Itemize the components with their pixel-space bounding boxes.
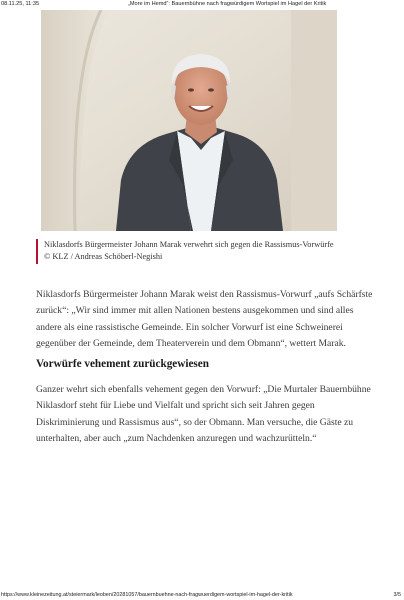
photo-caption <box>36 239 374 264</box>
article-photo <box>41 10 337 231</box>
caption-credit: © KLZ / Andreas Schöberl-Negishi <box>44 252 163 262</box>
page-number: 3/5 <box>393 592 401 598</box>
article-paragraph: Ganzer wehrt sich ebenfalls vehement gegen den Vorwurf: „Die Murtaler Bauernbühne Niklasdorf steht für Liebe und Vielfalt und spricht sich seit Jahren gegen Diskriminierung und Rassismus aus“, so der Obmann. Man versuche, die Gäste zu unterhalten, aber auch „zum Nachdenken anzuregen und wachzurütteln.“ <box>36 384 371 445</box>
print-footer <box>0 591 404 600</box>
caption-text: Niklasdorfs Bürgermeister Johann Marak verwehrt sich gegen die Rassismus-Vorwürfe <box>44 240 334 249</box>
portrait-photo-icon <box>41 10 337 231</box>
print-datetime: 08.11.25, 11:35 <box>1 1 40 7</box>
print-header <box>0 0 404 9</box>
print-page-title: „More im Hemd“: Bauernbühne nach fragwürdigem Wortspiel im Hagel der Kritik <box>128 1 327 7</box>
print-url: https://www.kleinezeitung.at/steiermark/leoben/20281057/bauernbuehne-nach-fragwuerdigem-wortspiel-im-hagel-der-kritik <box>1 592 293 598</box>
article-subheading: Vorwürfe vehement zurückgewiesen <box>36 358 209 370</box>
article-paragraph: Niklasdorfs Bürgermeister Johann Marak weist den Rassismus-Vorwurf „aufs Schärfste zurück“: „Wir sind immer mit allen Nationen bestens ausgekommen und sind alles andere als eine rassistische Gemeinde. Ein solcher Vorwurf ist eine Schweinerei gegenüber der Gemeinde, dem Theaterverein und dem Obmann“, wettert Marak. <box>36 289 373 350</box>
